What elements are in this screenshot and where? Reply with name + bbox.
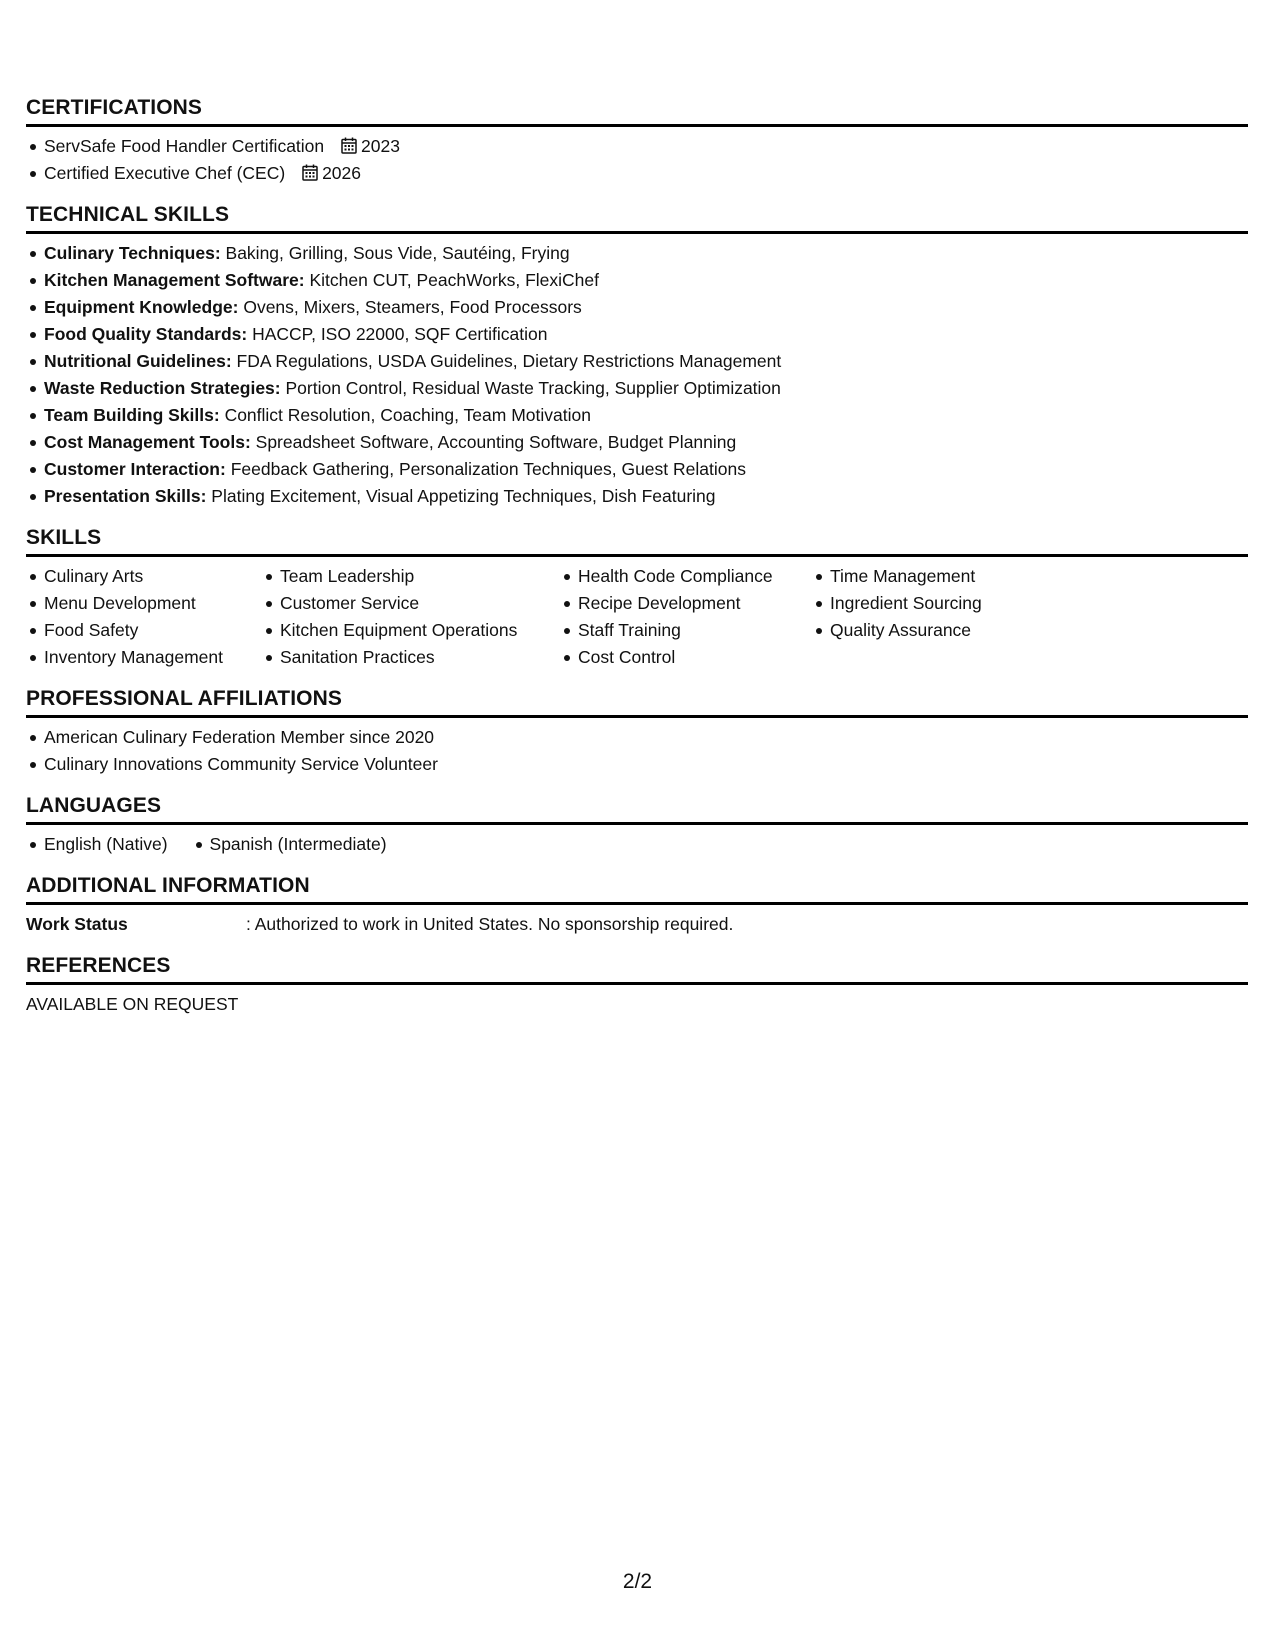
- technical-skill-label: Kitchen Management Software:: [44, 270, 305, 290]
- technical-skill-value: Ovens, Mixers, Steamers, Food Processors: [243, 297, 582, 317]
- languages-row: [26, 825, 1248, 858]
- skill-item: Recipe Development: [560, 590, 812, 617]
- skill-item: Customer Service: [262, 590, 560, 617]
- skill-item: Ingredient Sourcing: [812, 590, 1052, 617]
- technical-skill-item: [26, 294, 1248, 321]
- technical-skills-heading: TECHNICAL SKILLS: [26, 202, 1248, 234]
- technical-skill-label: Nutritional Guidelines:: [44, 351, 232, 371]
- technical-skill-value: Feedback Gathering, Personalization Techniques, Guest Relations: [230, 459, 746, 479]
- affiliation-item: Culinary Innovations Community Service Volunteer: [26, 751, 1248, 778]
- technical-skill-label: Team Building Skills:: [44, 405, 220, 425]
- page-number: 2/2: [622, 1570, 653, 1593]
- certification-name: ServSafe Food Handler Certification: [44, 136, 325, 156]
- technical-skill-label: Food Quality Standards:: [44, 324, 248, 344]
- technical-skill-item: [26, 240, 1248, 267]
- technical-skill-value: FDA Regulations, USDA Guidelines, Dietary Restrictions Management: [236, 351, 782, 371]
- technical-skills-list: [26, 240, 1248, 510]
- additional-information-heading: ADDITIONAL INFORMATION: [26, 873, 1248, 905]
- technical-skill-value: Plating Excitement, Visual Appetizing Techniques, Dish Featuring: [211, 486, 716, 506]
- languages-section: [26, 793, 1248, 858]
- technical-skill-value: Baking, Grilling, Sous Vide, Sautéing, Frying: [225, 243, 570, 263]
- skills-column: [26, 563, 262, 671]
- skill-item: Quality Assurance: [812, 617, 1052, 644]
- skill-item: Sanitation Practices: [262, 644, 560, 671]
- certification-year: 2026: [322, 163, 362, 183]
- skill-item: Health Code Compliance: [560, 563, 812, 590]
- technical-skill-value: Portion Control, Residual Waste Tracking, Supplier Optimization: [285, 378, 781, 398]
- skills-section: [26, 525, 1248, 671]
- skill-item: Cost Control: [560, 644, 812, 671]
- work-status-value: : Authorized to work in United States. No sponsorship required.: [246, 914, 734, 934]
- certification-year: 2023: [361, 136, 400, 156]
- technical-skill-label: Customer Interaction:: [44, 459, 226, 479]
- work-status-label: Work Status: [26, 914, 128, 934]
- technical-skill-value: Kitchen CUT, PeachWorks, FlexiChef: [309, 270, 599, 290]
- skills-grid: [26, 563, 1248, 671]
- additional-information-section: [26, 873, 1248, 938]
- language-item: English (Native): [26, 831, 168, 858]
- technical-skill-label: Waste Reduction Strategies:: [44, 378, 281, 398]
- certifications-section: [26, 95, 1248, 187]
- technical-skill-label: Presentation Skills:: [44, 486, 207, 506]
- certification-name: Certified Executive Chef (CEC): [44, 163, 286, 183]
- technical-skill-item: [26, 267, 1248, 294]
- references-text: AVAILABLE ON REQUEST: [26, 994, 239, 1014]
- certification-item: [26, 133, 1248, 160]
- skill-item: Food Safety: [26, 617, 262, 644]
- affiliations-section: [26, 686, 1248, 778]
- work-status-row: [26, 911, 1248, 938]
- references-heading: REFERENCES: [26, 953, 1248, 985]
- skill-item: Team Leadership: [262, 563, 560, 590]
- technical-skill-value: Spreadsheet Software, Accounting Software, Budget Planning: [255, 432, 737, 452]
- technical-skill-label: Cost Management Tools:: [44, 432, 251, 452]
- affiliations-list: [26, 724, 1248, 778]
- technical-skill-item: [26, 375, 1248, 402]
- affiliation-item: American Culinary Federation Member since 2020: [26, 724, 1248, 751]
- certifications-list: [26, 133, 1248, 187]
- skills-column: [560, 563, 812, 671]
- skill-item: Kitchen Equipment Operations: [262, 617, 560, 644]
- skills-heading: SKILLS: [26, 525, 1248, 557]
- languages-list: [26, 831, 411, 858]
- certifications-heading: CERTIFICATIONS: [26, 95, 1248, 127]
- technical-skill-item: [26, 483, 1248, 510]
- skills-column: [812, 563, 1052, 671]
- technical-skills-section: [26, 202, 1248, 510]
- technical-skill-value: Conflict Resolution, Coaching, Team Motivation: [224, 405, 591, 425]
- technical-skill-item: [26, 348, 1248, 375]
- technical-skill-item: [26, 456, 1248, 483]
- language-item: Spanish (Intermediate): [192, 831, 387, 858]
- technical-skill-item: [26, 429, 1248, 456]
- technical-skill-value: HACCP, ISO 22000, SQF Certification: [252, 324, 548, 344]
- skill-item: Staff Training: [560, 617, 812, 644]
- technical-skill-label: Equipment Knowledge:: [44, 297, 239, 317]
- resume-page: [26, 95, 1248, 1018]
- calendar-icon: [341, 137, 357, 154]
- calendar-icon: [302, 164, 318, 181]
- affiliations-heading: PROFESSIONAL AFFILIATIONS: [26, 686, 1248, 718]
- skill-item: Inventory Management: [26, 644, 262, 671]
- skills-column: [262, 563, 560, 671]
- references-section: [26, 953, 1248, 1018]
- technical-skill-item: [26, 321, 1248, 348]
- skill-item: Menu Development: [26, 590, 262, 617]
- skill-item: Time Management: [812, 563, 1052, 590]
- technical-skill-item: [26, 402, 1248, 429]
- languages-heading: LANGUAGES: [26, 793, 1248, 825]
- skill-item: Culinary Arts: [26, 563, 262, 590]
- certification-item: [26, 160, 1248, 187]
- technical-skill-label: Culinary Techniques:: [44, 243, 221, 263]
